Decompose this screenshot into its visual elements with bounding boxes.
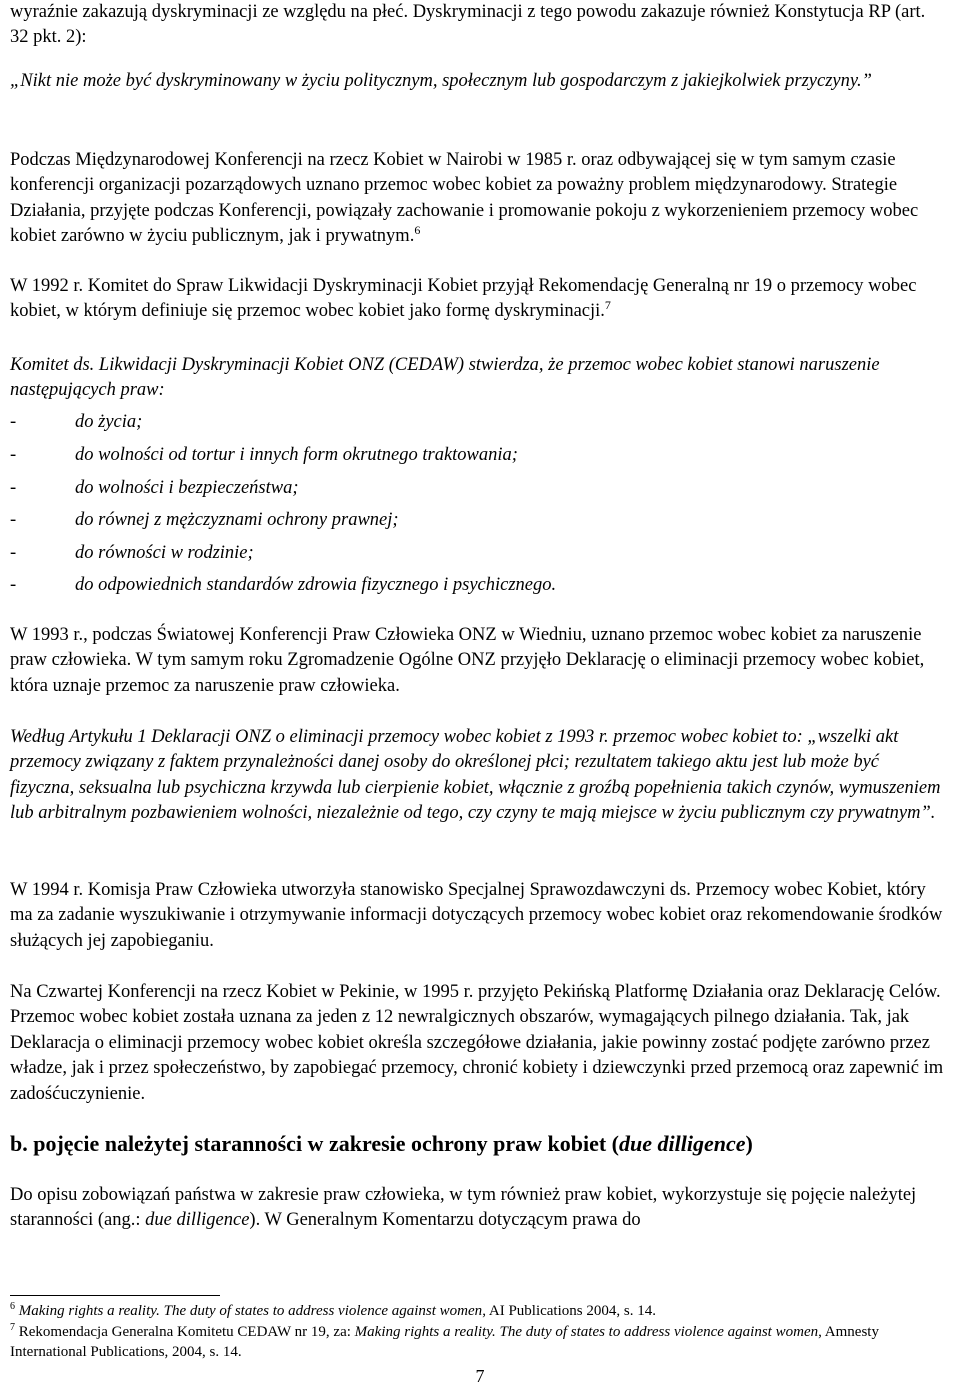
paragraph-due-diligence: Do opisu zobowiązań państwa w zakresie praw człowieka, w tym również praw kobiet, wykorzystuje się pojęcie należytej staranności (ang.: due dilligence). W Generalnym Komentarzu dotyczącym prawa do (10, 1185, 917, 1231)
list-item: - do wolności i bezpieczeństwa; (10, 478, 299, 498)
list-item: - do życia; (10, 412, 143, 432)
paragraph-cedaw: Komitet ds. Likwidacji Dyskryminacji Kobiet ONZ (CEDAW) stwierdza, że przemoc wobec kobiet stanowi naruszenie następujących praw: (10, 355, 880, 401)
paragraph-1994: W 1994 r. Komisja Praw Człowieka utworzyła stanowisko Specjalnej Sprawozdawczyni ds. Przemocy wobec Kobiet, który ma za zadanie wyszukiwanie i otrzymywanie informacji dotyczących przemocy wobec kobiet oraz rekomendowanie środków służących jej zapobieganiu. (10, 880, 943, 951)
section-heading: b. pojęcie należytej staranności w zakresie ochrony praw kobiet (due dilligence) (10, 1131, 753, 1156)
list-item: - do równości w rodzinie; (10, 543, 254, 563)
footnote-6: $^6$ Making rights a reality. The duty of states to address violence against women, AI Publications 2004, s. 14. (10, 1301, 656, 1319)
constitution-quote: „Nikt nie może być dyskryminowany w życiu politycznym, społecznym lub gospodarczym z jakiejkolwiek przyczyny.” (10, 71, 872, 91)
paragraph-beijing: Na Czwartej Konferencji na rzecz Kobiet w Pekinie, w 1995 r. przyjęto Pekińską Platformę Działania oraz Deklarację Celów. Przemoc wobec kobiet została uznana za jeden z 12 newralgicznych obszarów, wymagających pilnego działania. Tak, jak Deklaracja o eliminacji przemocy wobec kobiet określa szczegółowe działania, jakie powinny zostać podjęte zarówno przez władze, jak i przez społeczeństwo, by zapobiegać przemocy, chronić kobiety i dziewczynki przed przemocą oraz zapewnić im zadośćuczynienie. (10, 982, 944, 1104)
list-item: - do wolności od tortur i innych form okrutnego traktowania; (10, 445, 518, 465)
footnote-ref-6[interactable]: 6 (414, 223, 421, 238)
footnote-7: $^7$ Rekomendacja Generalna Komitetu CEDAW nr 19, za: Making rights a reality. The duty of states to address violence against women, Amnesty International Publications, 2004, s. 14. (10, 1322, 879, 1360)
paragraph-declaration-article-1: Według Artykułu 1 Deklaracji ONZ o eliminacji przemocy wobec kobiet z 1993 r. przemoc wobec kobiet to: „wszelki akt przemocy związany z faktem przynależności danej osoby do określonej płci; rezultatem takiego aktu jest lub może być fizyczna, seksualna lub psychiczna krzywda lub cierpienie kobiet, włącznie z groźbą popełnienia takich czynów, wymuszeniem lub arbitralnym pozbawieniem wolności, niezależnie od tego, czy czyny te mają miejsce w życiu publicznym czy prywatnym”. (10, 727, 941, 824)
page-number: 7 (475, 1366, 485, 1386)
paragraph-1993: W 1993 r., podczas Światowej Konferencji Praw Człowieka ONZ w Wiedniu, uznano przemoc wobec kobiet za naruszenie praw człowieka. W tym samym roku Zgromadzenie Ogólne ONZ przyjęło Deklarację o eliminacji przemocy wobec kobiet, która uznaje przemoc za naruszenie praw człowieka. (10, 625, 925, 696)
paragraph-nairobi: Podczas Międzynarodowej Konferencji na rzecz Kobiet w Nairobi w 1985 r. oraz odbywającej się w tym samym czasie konferencji organizacji pozarządowych uznano przemoc wobec kobiet za poważny problem międzynarodowy. Strategie Działania, przyjęte podczas Konferencji, powiązały zachowanie i promowanie pokoju z wykorzenieniem przemocy wobec kobiet zarówno w życiu publicznym, jak i prywatnym.$^6$ (10, 150, 919, 247)
footnote-separator (10, 1295, 220, 1296)
list-item: - do równej z mężczyznami ochrony prawnej; (10, 510, 399, 530)
footnote-ref-7[interactable]: 7 (604, 298, 611, 313)
paragraph-1992: W 1992 r. Komitet do Spraw Likwidacji Dyskryminacji Kobiet przyjął Rekomendację Generalną nr 19 o przemocy wobec kobiet, w którym definiuje się przemoc wobec kobiet jako formę dyskryminacji.$^7$ (10, 276, 917, 322)
paragraph-constitution: wyraźnie zakazują dyskryminacji ze względu na płeć. Dyskryminacji z tego powodu zakazuje również Konstytucja RP (art. 32 pkt. 2): (10, 2, 926, 48)
list-item: - do odpowiednich standardów zdrowia fizycznego i psychicznego. (10, 575, 557, 595)
